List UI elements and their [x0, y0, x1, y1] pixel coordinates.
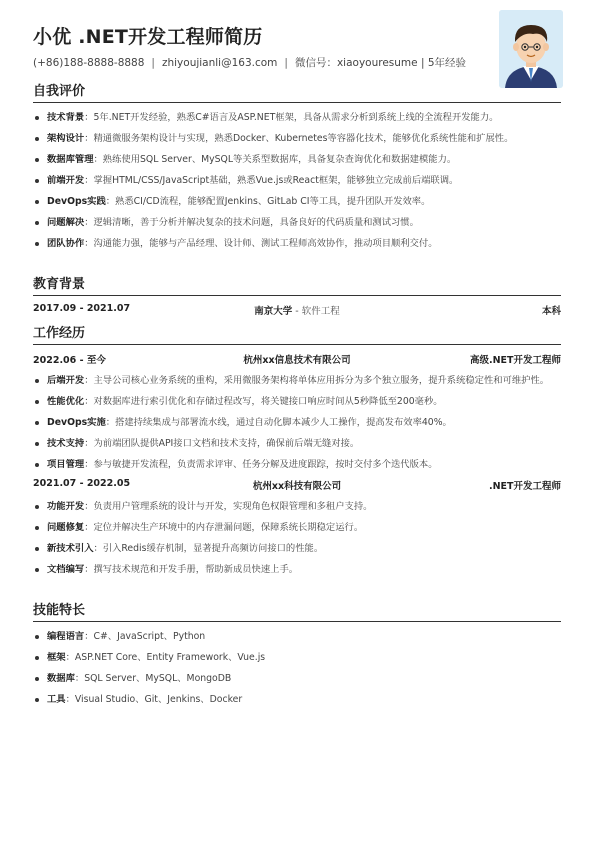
list-item: 架构设计：精通微服务架构设计与实现，熟悉Docker、Kubernetes等容器化技术，能够优化系统性能和扩展性。: [33, 132, 561, 146]
list-item: 工具：Visual Studio、Git、Jenkins、Docker: [33, 693, 561, 707]
job-duties-list: [33, 374, 561, 472]
avatar-illustration: [499, 10, 563, 88]
avatar: [499, 10, 563, 88]
list-item: 数据库管理：熟练使用SQL Server、MySQL等关系型数据库，具备复杂查询优化和数据建模能力。: [33, 153, 561, 167]
skills-title: 技能特长: [33, 599, 561, 622]
list-item: 性能优化：对数据库进行索引优化和存储过程改写，将关键接口响应时间从5秒降低至200毫秒。: [33, 395, 561, 409]
major-name: - 软件工程: [292, 306, 340, 317]
list-item: DevOps实践：熟悉CI/CD流程，能够配置Jenkins、GitLab CI等工具，提升团队开发效率。: [33, 195, 561, 209]
education-row: [33, 303, 561, 317]
job-duties-list: [33, 500, 561, 577]
list-item: 技术背景：5年.NET开发经验，熟悉C#语言及ASP.NET框架，具备从需求分析到系统上线的全流程开发能力。: [33, 111, 561, 125]
wechat-text: 微信号：xiaoyouresume | 5年经验: [294, 57, 467, 69]
list-item: 后端开发：主导公司核心业务系统的重构，采用微服务架构将单体应用拆分为多个独立服务，提升系统稳定性和可维护性。: [33, 374, 561, 388]
phone-text: (+86)188-8888-8888: [33, 57, 145, 69]
school-name: 南京大学: [254, 306, 293, 317]
list-item: 框架：ASP.NET Core、Entity Framework、Vue.js: [33, 651, 561, 665]
contact-line: (+86)188-8888-8888 | zhiyoujianli@163.com | 微信号：xiaoyouresume | 5年经验: [33, 57, 467, 69]
list-item: 技术支持：为前端团队提供API接口文档和技术支持，确保前后端无缝对接。: [33, 437, 561, 451]
degree: 本科: [541, 306, 561, 317]
job-role: .NET开发工程师: [488, 481, 561, 492]
list-item: 新技术引入：引入Redis缓存机制，显著提升高频访问接口的性能。: [33, 542, 561, 556]
list-item: 团队协作：沟通能力强，能够与产品经理、设计师、测试工程师高效协作，推动项目顺利交付。: [33, 237, 561, 251]
list-item: 前端开发：掌握HTML/CSS/JavaScript基础，熟悉Vue.js或React框架，能够独立完成前后端联调。: [33, 174, 561, 188]
work-section: [33, 322, 561, 576]
education-period: 2017.09 - 2021.07: [33, 303, 131, 314]
list-item: 文档编写：撰写技术规范和开发手册，帮助新成员快速上手。: [33, 563, 561, 577]
list-item: 问题修复：定位并解决生产环境中的内存泄漏问题，保障系统长期稳定运行。: [33, 521, 561, 535]
list-item: 功能开发：负责用户管理系统的设计与开发，实现角色权限管理和多租户支持。: [33, 500, 561, 514]
self-eval-title: 自我评价: [33, 80, 561, 103]
list-item: 数据库：SQL Server、MySQL、MongoDB: [33, 672, 561, 686]
email-text: zhiyoujianli@163.com: [161, 57, 278, 69]
skills-section: [33, 599, 561, 706]
job-period: 2022.06 - 至今: [33, 355, 106, 366]
job-role: 高级.NET开发工程师: [469, 355, 561, 366]
work-title: 工作经历: [33, 322, 561, 345]
self-eval-section: [33, 80, 561, 250]
education-section: [33, 273, 561, 317]
job-company: 杭州xx信息技术有限公司: [243, 355, 351, 366]
job-company: 杭州xx科技有限公司: [252, 481, 342, 492]
job-header: [33, 478, 561, 492]
list-item: 项目管理：参与敏捷开发流程，负责需求评审、任务分解及进度跟踪，按时交付多个迭代版本。: [33, 458, 561, 472]
self-eval-list: [33, 111, 561, 251]
skills-list: [33, 630, 561, 707]
job-period: 2021.07 - 2022.05: [33, 478, 131, 489]
list-item: DevOps实施：搭建持续集成与部署流水线，通过自动化脚本减少人工操作，提高发布效率40%。: [33, 416, 561, 430]
list-item: 编程语言：C#、JavaScript、Python: [33, 630, 561, 644]
education-title: 教育背景: [33, 273, 561, 296]
resume-name: 小优 .NET开发工程师简历: [33, 26, 263, 48]
list-item: 问题解决：逻辑清晰，善于分析并解决复杂的技术问题，具备良好的代码质量和测试习惯。: [33, 216, 561, 230]
job-header: [33, 352, 561, 366]
